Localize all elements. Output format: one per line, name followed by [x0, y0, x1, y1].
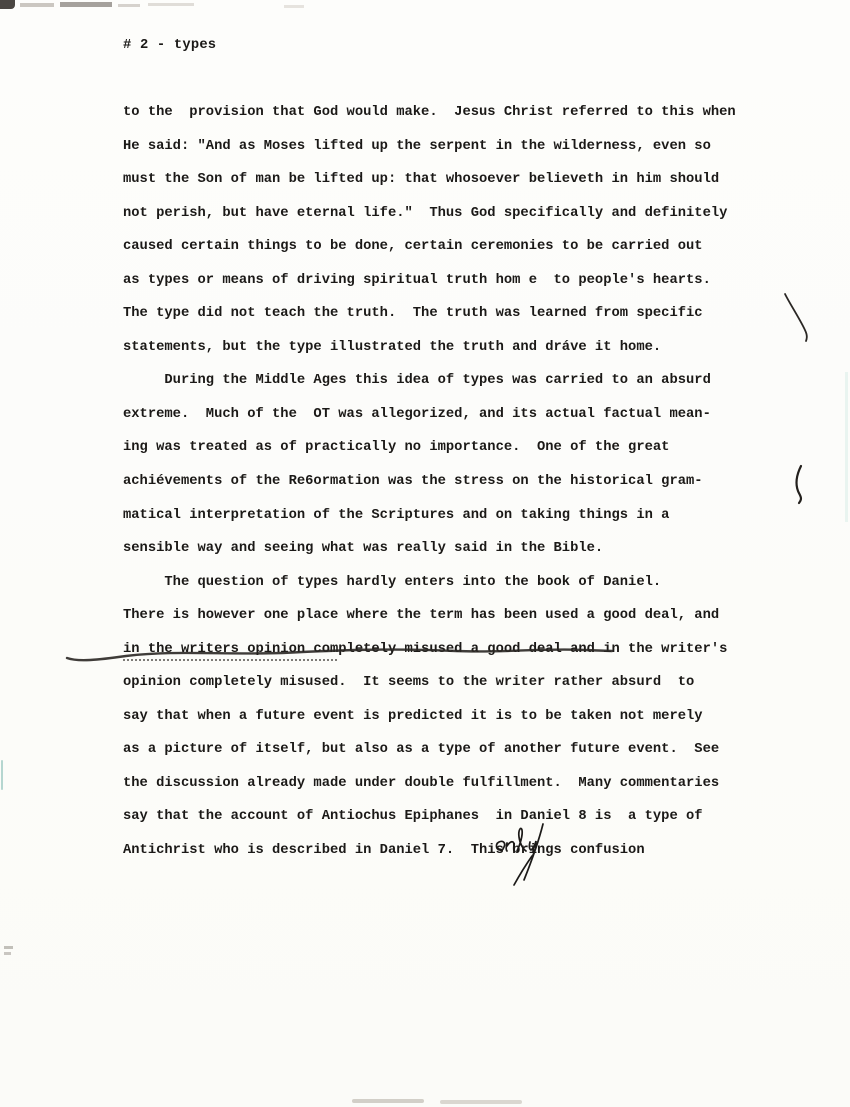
text-line: caused certain things to be done, certain ceremonies to be carried out [123, 239, 703, 255]
text-line: not perish, but have eternal life." Thus God specifically and definitely [123, 205, 728, 221]
text-line: must the Son of man be lifted up: that whosoever believeth in him should [123, 172, 720, 188]
text-line: sensible way and seeing what was really said in the Bible. [123, 541, 604, 557]
text-line: There is however one place where the term has been used a good deal, and [123, 608, 720, 624]
typed-underline-dots [123, 659, 337, 661]
scan-artifact-left-mark [4, 946, 13, 949]
text-line: He said: "And as Moses lifted up the serpent in the wilderness, even so [123, 138, 711, 154]
scan-artifact-top-edge [60, 2, 112, 7]
scan-artifact-top-edge [148, 3, 194, 6]
scan-artifact-top-edge [20, 3, 54, 7]
text-block [123, 96, 783, 868]
text-line: as types or means of driving spiritual truth hom e to people's hearts. [123, 272, 711, 288]
text-line: extreme. Much of the OT was allegorized, and its actual factual mean- [123, 406, 711, 422]
text-line: The type did not teach the truth. The truth was learned from specific [123, 306, 703, 322]
text-line: The question of types hardly enters into the book of Daniel. [123, 574, 662, 590]
text-line: During the Middle Ages this idea of types was carried to an absurd [123, 373, 711, 389]
text-line: matical interpretation of the Scriptures and on taking things in a [123, 507, 670, 523]
scan-artifact-bottom-edge [352, 1099, 424, 1103]
text-line: to the provision that God would make. Jesus Christ referred to this when [123, 105, 736, 120]
scan-artifact-right-streak [845, 372, 848, 522]
text-line: say that when a future event is predicted it is to be taken not merely [123, 708, 703, 724]
text-line: ing was treated as of practically no importance. One of the great [123, 440, 670, 456]
scan-artifact-bottom-edge [440, 1100, 522, 1104]
scan-artifact-top-edge [118, 4, 140, 7]
struck-through-text: in the writers opinion completely misused a good deal and [123, 641, 595, 657]
scan-artifact-corner [0, 0, 15, 9]
text-line: as a picture of itself, but also as a type of another future event. See [123, 742, 720, 758]
text-line: statements, but the type illustrated the truth and dráve it home. [123, 339, 662, 355]
text-line: achiévements of the Re6ormation was the stress on the historical gram- [123, 474, 703, 490]
margin-pen-mark-lower [789, 463, 811, 507]
scan-artifact-top-edge [284, 5, 304, 8]
page-title: # 2 - types [123, 38, 217, 53]
text-line: the discussion already made under double fulfillment. Many commentaries [123, 775, 720, 791]
margin-pen-mark-upper [780, 290, 812, 348]
scan-artifact-left-mark [4, 952, 11, 955]
text-line: Antichrist who is described in Daniel 7. This brings confusion [123, 843, 645, 859]
text-line: in the writers opinion completely misused a good deal and in the writer's [123, 641, 728, 657]
text-line: opinion completely misused. It seems to the writer rather absurd to [123, 675, 695, 691]
text-line: say that the account of Antiochus Epiphanes in Daniel 8 is a type of [123, 809, 703, 825]
scan-artifact-left-streak [1, 760, 3, 790]
handwriting-only-glyph [492, 814, 554, 888]
handwritten-insertion [492, 814, 554, 888]
pen-strikethrough-stroke [64, 636, 620, 668]
